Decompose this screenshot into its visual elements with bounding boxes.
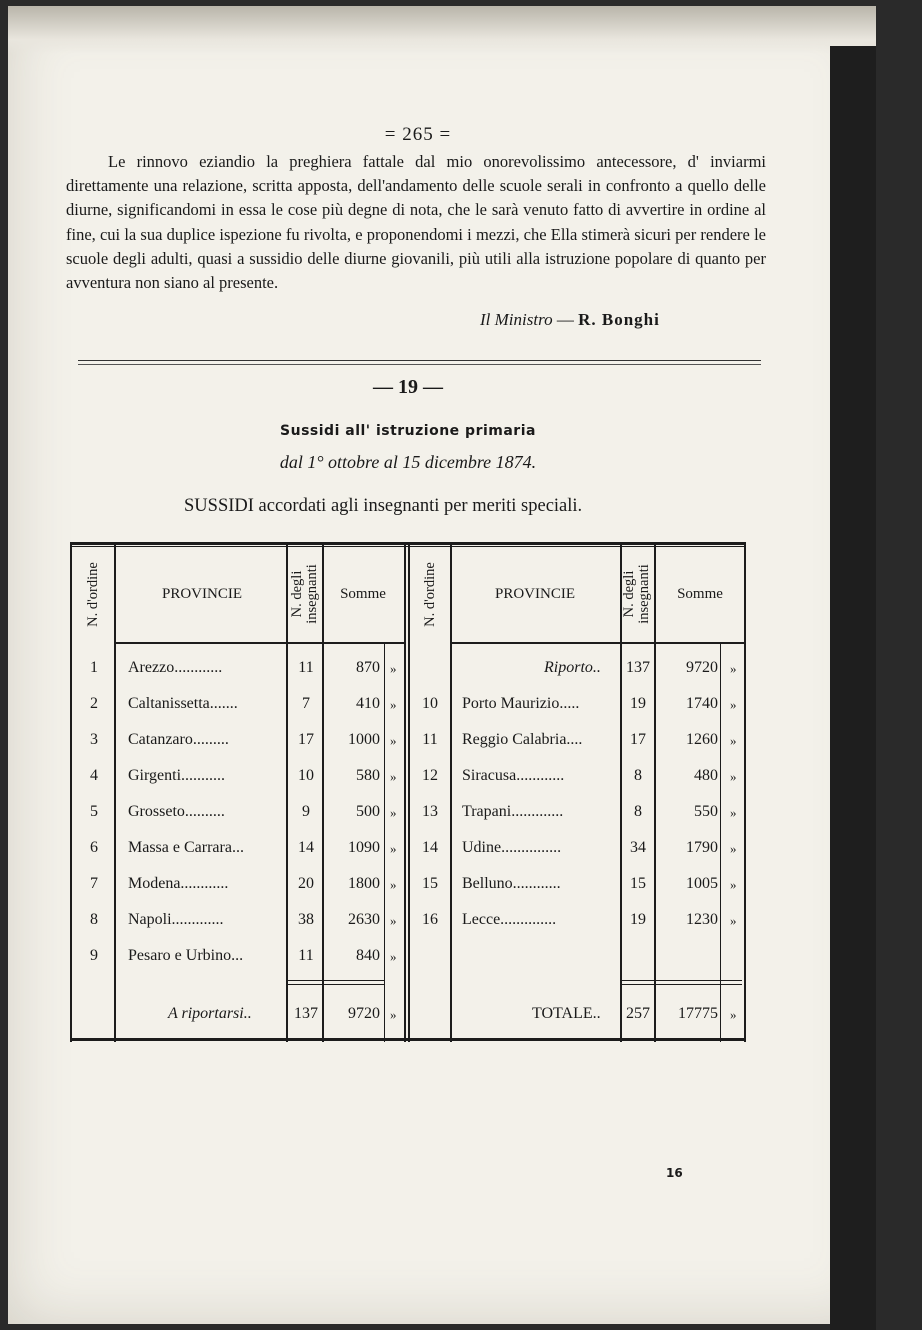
cell-quote: » [390,733,397,748]
table-row [70,904,746,940]
cell-insegnanti: 10 [298,767,314,784]
cell-quote: » [730,877,737,892]
cell-provincia: Modena............ [128,875,229,892]
cell-provincia: Porto Maurizio..... [462,695,580,712]
header-ordine-left: N. d'ordine [84,561,101,627]
sum-rule [622,984,742,985]
section-number: — 19 — [373,376,443,398]
cell-provincia: Trapani............. [462,803,564,820]
cell-quote: » [730,769,737,784]
cell-quote: » [730,805,737,820]
cell-provincia: Lecce.............. [462,911,557,928]
cell-provincia: Belluno............ [462,875,561,892]
cell-quote: » [390,769,397,784]
cell-insegnanti: 34 [630,839,646,856]
cell-quote: » [390,949,397,964]
cell-quote: » [390,877,397,892]
header-somme-right: Somme [677,585,723,602]
cell-somma: 2630 [348,911,380,928]
cell-ordine: 5 [90,803,98,820]
sum-rule [288,980,384,981]
cell-somma: 480 [694,767,718,784]
cell-somma: 870 [356,659,380,676]
section-dates: dal 1° ottobre al 15 dicembre 1874. [279,452,537,472]
total-somma: 9720 [348,1005,380,1022]
total-label: TOTALE.. [532,1005,601,1022]
cell-ordine: 10 [422,695,438,712]
cell-somma: 580 [356,767,380,784]
sum-rule [622,980,742,981]
cell-insegnanti: 8 [634,767,642,784]
cell-insegnanti: 9 [302,803,310,820]
cell-insegnanti: 17 [298,731,314,748]
table-row [70,688,746,724]
cell-insegnanti: 38 [298,911,314,928]
cell-insegnanti: 7 [302,695,310,712]
header-ordine-right: N. d'ordine [421,561,438,627]
table-row [70,832,746,868]
table-row [70,868,746,904]
header-insegnanti-right: N. degli insegnanti [621,564,653,624]
cell-quote: » [730,841,737,856]
cell-provincia: Girgenti........... [128,767,226,784]
table-row [70,724,746,760]
cell-insegnanti: 8 [634,803,642,820]
cell-somma: 1090 [348,839,380,856]
cell-provincia: Siracusa............ [462,767,565,784]
total-somma: 17775 [678,1005,718,1022]
signature [480,310,660,330]
cell-ordine: 12 [422,767,438,784]
cell-ordine: 9 [90,947,98,964]
cell-ordine: 13 [422,803,438,820]
cell-provincia: Arezzo............ [128,659,223,676]
cell-provincia: Massa e Carrara... [128,839,244,856]
cell-quote: » [390,913,397,928]
cell-somma: 1230 [686,911,718,928]
cell-ordine: 6 [90,839,98,856]
cell-quote: » [730,913,737,928]
cell-ordine: 4 [90,767,98,784]
header-rule [116,642,404,644]
cell-insegnanti: 17 [630,731,646,748]
cell-somma: 550 [694,803,718,820]
cell-ordine: 2 [90,695,98,712]
cell-insegnanti: 11 [298,947,314,964]
table-row [70,652,746,688]
total-insegnanti: 137 [294,1005,318,1022]
cell-insegnanti: 137 [626,659,650,676]
cell-insegnanti: 15 [630,875,646,892]
cell-quote: » [390,841,397,856]
header-provincie-right: PROVINCIE [494,585,575,602]
folio-number: 16 [666,1166,683,1180]
cell-quote: » [390,805,397,820]
cell-insegnanti: 19 [630,695,646,712]
divider [78,364,761,365]
cell-somma: 500 [356,803,380,820]
subsidies-table [70,542,746,1042]
cell-provincia: Grosseto.......... [128,803,225,820]
cell-somma: 840 [356,947,380,964]
cell-ordine: 8 [90,911,98,928]
cell-ordine: 3 [90,731,98,748]
cell-ordine: 11 [422,731,438,748]
cell-provincia: Udine............... [462,839,562,856]
cell-provincia: Pesaro e Urbino... [128,947,244,964]
header-insegnanti-left: N. degli insegnanti [289,564,321,624]
cell-insegnanti: 14 [298,839,314,856]
cell-somma: 9720 [686,659,718,676]
total-insegnanti: 257 [626,1005,650,1022]
cell-provincia: Reggio Calabria.... [462,731,583,748]
header-rule [450,642,744,644]
signature-dash: — [556,310,574,329]
cell-provincia: Napoli............. [128,911,224,928]
cell-provincia: Caltanissetta....... [128,695,238,712]
cell-somma: 1260 [686,731,718,748]
cell-quote: » [730,733,737,748]
cell-quote: » [730,1007,737,1022]
cell-somma: 1800 [348,875,380,892]
document-page [8,6,876,1324]
cell-quote: » [390,661,397,676]
cell-provincia: Catanzaro......... [128,731,229,748]
table-row [70,760,746,796]
cell-somma: 1000 [348,731,380,748]
header-provincie-left: PROVINCIE [161,585,242,602]
signature-name: R. Bonghi [578,310,660,329]
cell-quote: » [390,1007,397,1022]
table-row [70,998,746,1034]
cell-ordine: 15 [422,875,438,892]
total-label: A riportarsi.. [168,1005,252,1022]
table-caption: SUSSIDI accordati agli insegnanti per meriti speciali. [184,496,583,516]
cell-somma: 1740 [686,695,718,712]
letter-body [66,150,766,295]
cell-insegnanti: 20 [298,875,314,892]
cell-ordine: 7 [90,875,98,892]
cell-ordine: 16 [422,911,438,928]
section-title: Sussidi all' istruzione primaria [280,423,536,439]
cell-insegnanti: 11 [298,659,314,676]
cell-quote: » [390,697,397,712]
cell-somma: 1005 [686,875,718,892]
cell-quote: » [730,697,737,712]
table-row [70,940,746,976]
page-number: = 265 = [384,124,452,145]
paragraph: Le rinnovo eziandio la preghiera fattale dal mio onorevolissimo antecessore, d' inviarmi direttamente una relazione, scritta apposta, dell'andamento delle scuole serali in confronto a quello delle diurne, significandomi in essa le cose più degne di nota, che le sarà venuto fatto di avvertire in ordine al fine, cui la sua duplice ispezione fu rivolta, e proponendomi i mezzi, che Ella stimerà sicuri per rendere le scuole degli adulti, quasi a sussidio delle diurne giovanili, più utili alla istruzione popolare di quanto per avventura non siano al presente. [66,152,766,293]
cell-insegnanti: 19 [630,911,646,928]
cell-ordine: 14 [422,839,438,856]
cell-quote: » [730,661,737,676]
cell-ordine: 1 [90,659,98,676]
sum-rule [288,984,384,985]
cell-provincia: Riporto.. [544,659,601,676]
signature-role: Il Ministro [480,310,553,329]
scan-edge [830,46,876,1330]
cell-somma: 1790 [686,839,718,856]
header-somme-left: Somme [340,585,386,602]
cell-somma: 410 [356,695,380,712]
divider [78,360,761,361]
table-row [70,796,746,832]
